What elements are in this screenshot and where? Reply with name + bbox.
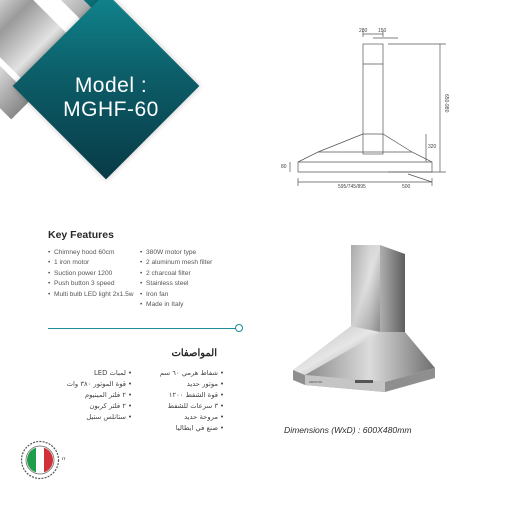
list-item: • ستانلس ستيل — [54, 412, 132, 423]
dim-top-2: 150 — [378, 28, 387, 34]
list-item: • Push button 3 speed — [48, 279, 138, 289]
model-number: MGHF-60 — [63, 98, 159, 122]
list-item: • Chimney hood 60cm — [48, 248, 138, 258]
key-features-list-right — [140, 248, 240, 310]
dimensions-caption: Dimensions (WxD) : 600X480mm — [284, 425, 412, 435]
list-item: • ٢ فلتر المينيوم — [54, 390, 132, 401]
list-item: • قوة الموتور ٣٨٠ وات — [54, 379, 132, 390]
technical-drawing — [278, 24, 454, 192]
dim-side: 80 — [281, 164, 287, 170]
model-label — [46, 74, 176, 122]
arabic-specs-list-right — [148, 368, 224, 434]
list-item: • 2 charcoal filter — [140, 269, 240, 279]
arabic-specs-list-left — [54, 368, 132, 423]
list-item: • قوة الشفط ١٢٠٠ — [148, 390, 224, 401]
list-item: • لمبات LED — [54, 368, 132, 379]
dim-height: 650-980 — [443, 94, 449, 113]
key-features-list-left — [48, 248, 138, 300]
list-item: • Suction power 1200 — [48, 269, 138, 279]
section-divider — [48, 328, 238, 329]
brand-label: ARISTON — [309, 380, 323, 384]
list-item: • 380W motor type — [140, 248, 240, 258]
control-panel — [355, 380, 373, 383]
dim-mid: 320 — [428, 144, 437, 150]
product-photo — [285, 240, 445, 400]
list-item: • Iron fan — [140, 290, 240, 300]
list-item: • موتور حديد — [148, 379, 224, 390]
badge-label: IT — [62, 456, 66, 461]
dim-bottom: 595/745/895 — [338, 184, 366, 190]
list-item: • ٢ فلتر كربون — [54, 401, 132, 412]
italy-flag-badge — [20, 440, 60, 480]
list-item: • 2 aluminum mesh filter — [140, 258, 240, 268]
list-item: • صنع في ايطاليا — [148, 423, 224, 434]
list-item: • مروحة حديد — [148, 412, 224, 423]
arabic-specs-title: المواصفات — [171, 348, 217, 359]
list-item: • Multi bulb LED light 2x1.5w — [48, 290, 138, 300]
divider-dot — [235, 324, 243, 332]
dim-depth: 500 — [402, 184, 411, 190]
list-item: • Made in Italy — [140, 300, 240, 310]
model-heading: Model : — [74, 74, 148, 97]
list-item: • شفاط هرمي ٦٠ سم — [148, 368, 224, 379]
dim-top-1: 280 — [359, 28, 368, 34]
list-item: • Stainless steel — [140, 279, 240, 289]
key-features-title: Key Features — [48, 229, 114, 241]
list-item: • 1 iron motor — [48, 258, 138, 268]
list-item: • ٣ سرعات للشفط — [148, 401, 224, 412]
